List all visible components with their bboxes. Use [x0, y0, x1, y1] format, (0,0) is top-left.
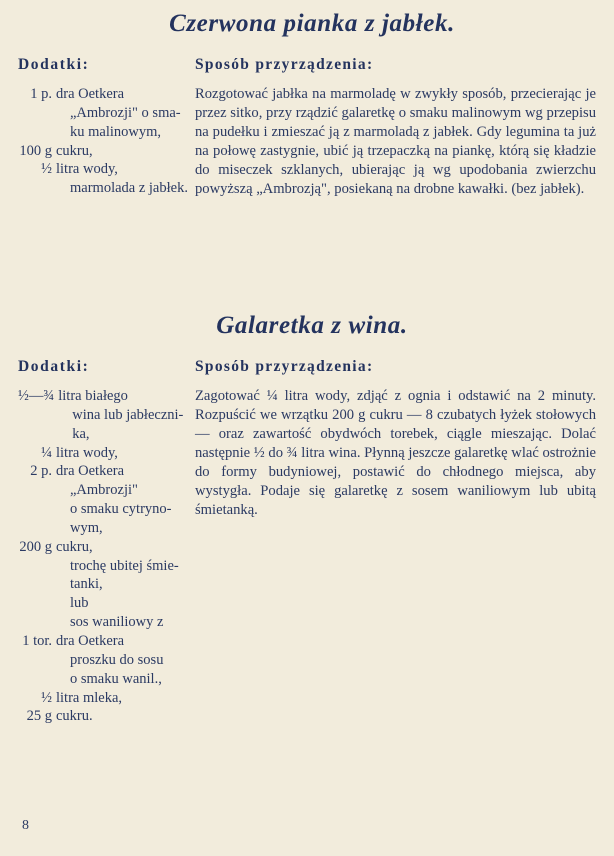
ingredient-quantity: ½ — [41, 689, 52, 706]
recipe-body — [0, 358, 614, 726]
list-item — [18, 632, 195, 689]
recipe-section — [0, 312, 614, 726]
ingredient-text — [58, 387, 195, 444]
method-text: Rozgotować jabłka na marmoladę w zwykły sposób, przecierając je przez sitko, przy rządzić galaretkę o smaku malinowym wg przepisu na pudełku i zmieszać ją z marmoladą z jabłek. Gdy legumina ta już na połowę zastygnie, ubić ją trzepaczką na piankę, którą się kładzie do miseczek szklanych, ubierając ją wg upodobania zwierzchu powyższą „Ambrozją", posiekaną na drobne kawałki. (bez jabłek). — [195, 86, 596, 197]
ingredients-list — [18, 85, 195, 198]
ingredient-name: litra wody, — [56, 444, 118, 461]
ingredient-quantity: 200 g — [19, 538, 52, 555]
method-heading: Sposób przyrządzenia: — [195, 56, 374, 73]
ingredient-quantity: 25 g — [26, 708, 52, 725]
ingredient-name: cukru, — [56, 142, 93, 159]
list-item — [18, 444, 195, 463]
ingredient-text — [56, 462, 195, 537]
ingredient-quantity — [18, 179, 56, 198]
ingredient-quantity: ¼ — [41, 444, 52, 461]
list-item — [18, 85, 195, 142]
ingredient-text — [56, 160, 195, 179]
ingredients-column — [0, 56, 195, 198]
ingredient-name: dra Oetkera — [56, 463, 125, 480]
ingredient-cont: o smaku cytryno- — [70, 501, 172, 518]
ingredient-text — [56, 85, 195, 142]
ingredient-cont: ku malinowym, — [70, 123, 162, 140]
method-heading: Sposób przyrządzenia: — [195, 358, 374, 375]
ingredient-cont: lub — [70, 595, 89, 612]
list-item — [18, 142, 195, 161]
ingredient-cont: o smaku wanil., — [70, 670, 162, 687]
list-item — [18, 462, 195, 537]
page-number: 8 — [22, 818, 29, 833]
ingredient-text — [56, 179, 195, 198]
ingredient-text — [56, 689, 195, 708]
ingredient-cont: sos waniliowy z — [70, 614, 164, 631]
list-item — [18, 538, 195, 632]
ingredient-name: dra Oetkera — [56, 632, 125, 649]
ingredient-cont: trochę ubitej śmie- — [70, 557, 179, 574]
list-item — [18, 387, 195, 444]
ingredient-name: marmolada z jabłek. — [70, 180, 188, 197]
list-item — [18, 689, 195, 708]
ingredient-cont: „Ambrozji" o sma- — [70, 104, 181, 121]
ingredient-quantity: 2 p. — [30, 463, 52, 480]
list-item — [18, 160, 195, 179]
recipe-title: Galaretka z wina. — [216, 312, 408, 339]
recipe-body — [0, 56, 614, 199]
ingredient-text — [56, 538, 195, 632]
ingredient-quantity: 1 tor. — [22, 632, 52, 649]
method-column — [195, 56, 614, 199]
ingredient-cont: „Ambrozji" — [70, 482, 138, 499]
ingredient-cont: ka, — [72, 425, 90, 442]
ingredient-name: litra mleka, — [56, 689, 123, 706]
ingredient-text — [56, 632, 195, 689]
ingredient-cont: tanki, — [70, 576, 103, 593]
method-text: Zagotować ¼ litra wody, zdjąć z ognia i odstawić na 2 minuty. Rozpuścić we wrzątku 200 g cukru — 8 czubatych łyżek stołowych — oraz zawartość obydwóch torebek, ciągle mieszając. Dolać następnie ½ do ¾ litra wina. Płynną jeszcze galaretkę wlać ostrożnie do formy budyniowej, postawić do chłodnego miejsca, aby wystygła. Podaje się galaretkę z sosem waniliowym lub ubitą śmietanką. — [195, 388, 596, 518]
ingredient-name: litra wody, — [56, 161, 118, 178]
list-item — [18, 707, 195, 726]
ingredient-cont: proszku do sosu — [70, 651, 164, 668]
method-column — [195, 358, 614, 520]
ingredient-quantity: ½ — [41, 161, 52, 178]
ingredient-name: litra białego — [58, 388, 128, 404]
ingredient-text — [56, 142, 195, 161]
ingredient-quantity: ½—¾ — [18, 388, 55, 404]
ingredient-quantity: 1 p. — [30, 86, 52, 102]
ingredients-heading: Dodatki: — [18, 56, 90, 73]
ingredient-cont: wym, — [70, 519, 103, 536]
ingredient-name: dra Oetkera — [56, 86, 125, 102]
recipe-title: Czerwona pianka z jabłek. — [169, 10, 455, 37]
ingredient-name: cukru, — [56, 538, 93, 555]
ingredients-list — [18, 387, 195, 726]
ingredient-text — [56, 444, 195, 463]
ingredient-name: cukru. — [56, 708, 93, 725]
ingredient-cont: wina lub jabłeczni- — [72, 406, 184, 423]
recipe-section — [0, 10, 614, 199]
list-item — [18, 179, 195, 198]
ingredient-quantity: 100 g — [19, 142, 52, 159]
ingredients-column — [0, 358, 195, 726]
ingredient-text — [56, 707, 195, 726]
ingredients-heading: Dodatki: — [18, 358, 90, 375]
